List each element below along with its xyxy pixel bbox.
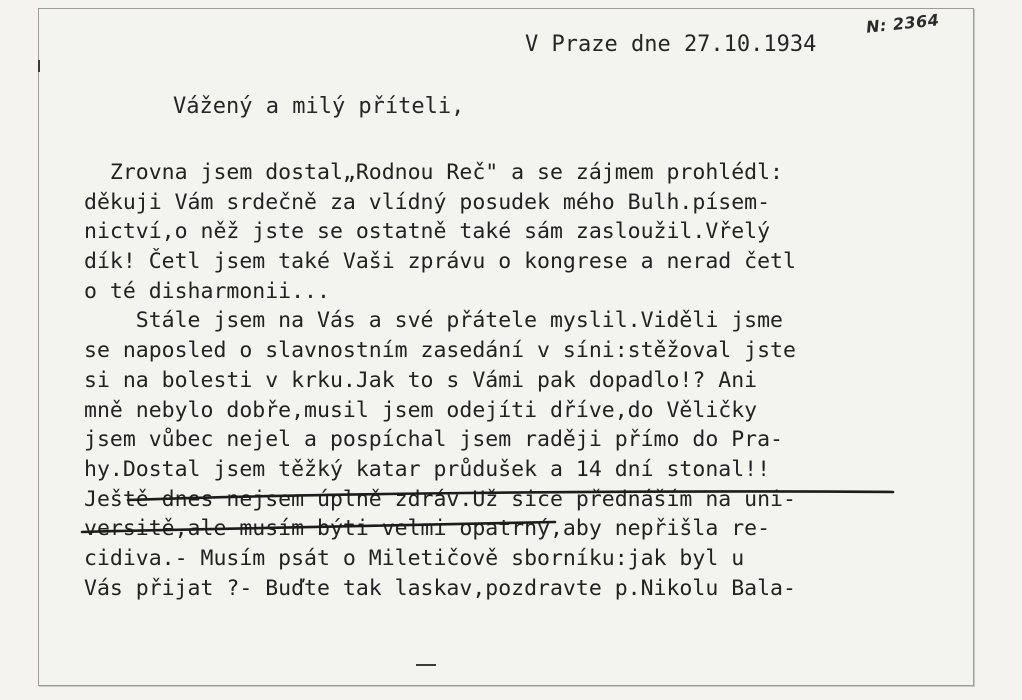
bottom-edge-mark <box>416 664 436 666</box>
letter-line: cidiva.- Musím psát o Miletičově sborníku:jak byl u <box>84 545 745 571</box>
letter-line: hy.Dostal jsem těžký katar průdušek a 14 dní stonal!! <box>84 456 771 482</box>
letter-line: Stále jsem na Vás a své přátele myslil.Viděli jsme <box>84 308 783 334</box>
letter-line: versitě,ale musím býti velmi opatrný,aby nepřišla re- <box>84 516 771 542</box>
letter-line: Vás přijat ?- Buďte tak laskav,pozdravte p.Nikolu Bala- <box>84 575 796 601</box>
letter-line: nictví,o něž jste se ostatně také sám zasloužil.Vřelý <box>84 219 771 245</box>
date-line: V Praze dne 27.10.1934 <box>525 32 817 57</box>
letter-line: Zrovna jsem dostal„Rodnou Reč" a se zájmem prohlédl: <box>84 160 783 185</box>
salutation: Vážený a milý příteli, <box>173 94 465 119</box>
letter-line: o té disharmonii... <box>84 278 330 304</box>
left-edge-mark <box>38 60 40 72</box>
letter-line: si na bolesti v krku.Jak to s Vámi pak dopadlo!? Ani <box>84 367 758 393</box>
letter-line: děkuji Vám srdečně za vlídný posudek mého Bulh.písem- <box>84 189 771 215</box>
letter-line: Ještě dnes nejsem úplně zdráv.Už sice přednáším na uni- <box>84 486 796 512</box>
letter-line: jsem vůbec nejel a pospíchal jsem raději přímo do Pra- <box>84 427 783 453</box>
letter-body <box>84 158 796 603</box>
letter-line: se naposled o slavnostním zasedání v síni:stěžoval jste <box>84 338 796 364</box>
archive-number: N: 2364 <box>865 10 941 37</box>
letter-line: dík! Četl jsem také Vaši zprávu o kongrese a nerad četl <box>84 249 796 275</box>
letter-line: mně nebylo dobře,musil jsem odejíti dříve,do Věličky <box>84 397 758 423</box>
